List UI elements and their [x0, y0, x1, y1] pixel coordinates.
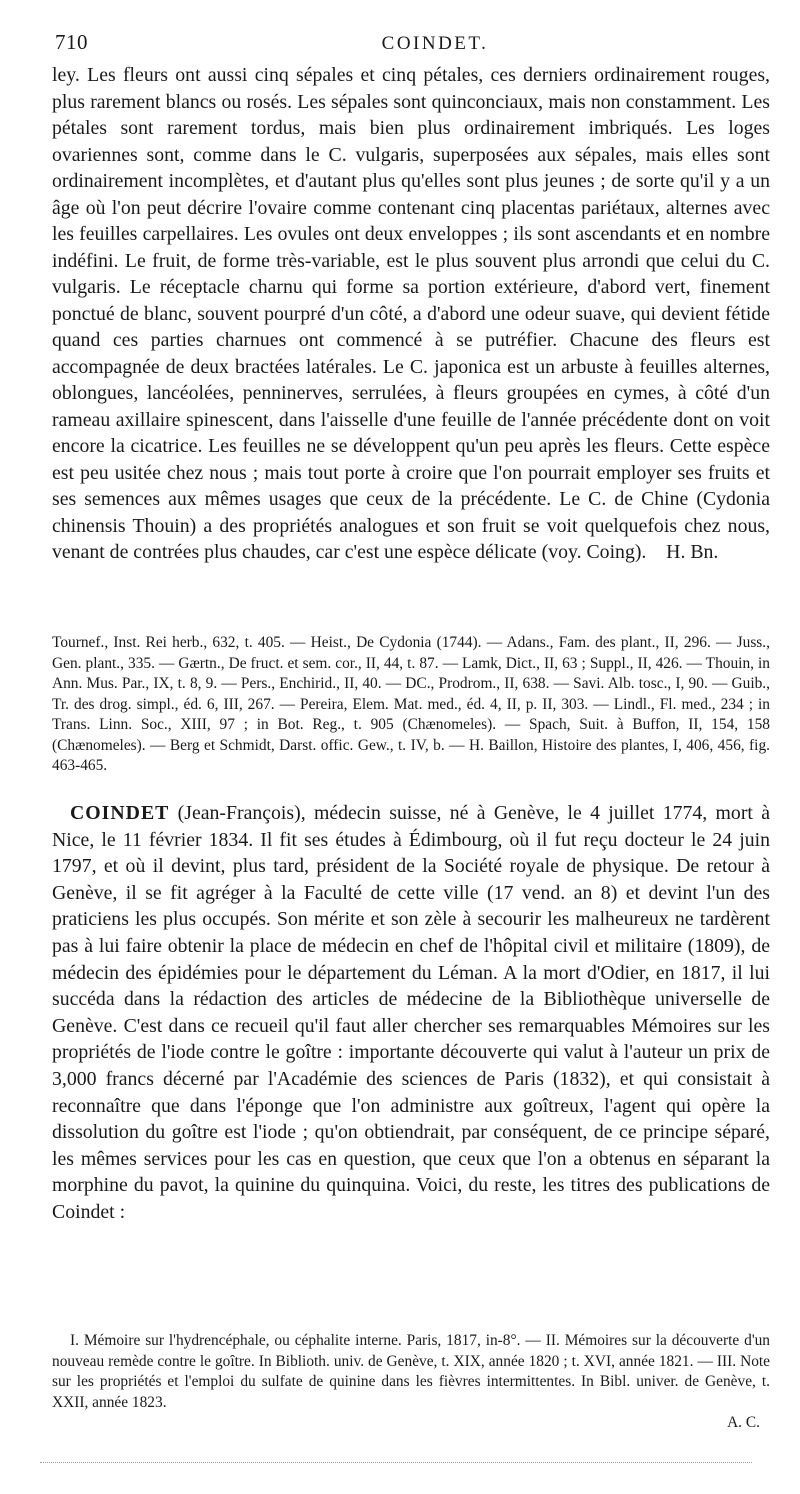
- coindet-works-list: I. Mémoire sur l'hydrencéphale, ou céphalite interne. Paris, 1817, in-8°. — II. Mémoires sur la découverte d'un nouveau remède contre le goître. In Biblioth. univ. de Genève, t. XIX, année 1820 ; t. XVI, année 1821. — III. Note sur les propriétés et l'emploi du sulfate de quinine dans les fièvres intermittentes. In Bibl. univer. de Genève, t. XXII, année 1823.: [52, 1332, 770, 1411]
- coindet-biography: (Jean-François), médecin suisse, né à Genève, le 4 juillet 1774, mort à Nice, le 11 février 1834. Il fit ses études à Édimbourg, où il fut reçu docteur le 24 juin 1797, et où il devint, plus tard, président de la Société royale de physique. De retour à Genève, il se fit agréger à la Faculté de cette ville (17 vend. an 8) et devint l'un des praticiens les plus occupés. Son mérite et son zèle à secourir les malheureux ne tardèrent pas à lui faire obtenir la place de médecin en chef de l'hôpital civil et militaire (1809), de médecin des épidémies pour le département du Léman. A la mort d'Odier, en 1817, il lui succéda dans la rédaction des articles de médecine de la Bibliothèque universelle de Genève. C'est dans ce recueil qu'il faut aller chercher ses remarquables Mémoires sur les propriétés de l'iode contre le goître : importante découverte qui valut à l'auteur un prix de 3,000 francs décerné par l'Académie des sciences de Paris (1832), et qui consistait à reconnaître que dans l'éponge que l'on administre aux goîtreux, l'agent qui opère la dissolution du goître est l'iode ; qu'on obtiendrait, par conséquent, de ce principe séparé, les mêmes services pour les cas en question, que ceux que l'on a obtenus en séparant la morphine du pavot, la quinine du quinquina. Voici, du reste, les titres des publications de Coindet :: [52, 802, 770, 1223]
- coing-bibliography: [52, 633, 770, 777]
- coindet-signature: A. C.: [727, 1414, 760, 1431]
- coing-entry-signature: H. Bn.: [666, 541, 719, 563]
- bottom-rule: [40, 1462, 752, 1463]
- coindet-works: [52, 1331, 770, 1434]
- coing-entry-text: [52, 62, 770, 566]
- page-number: 710: [55, 30, 88, 54]
- coing-bibliography-text: Tournef., Inst. Rei herb., 632, t. 405. — Heist., De Cydonia (1744). — Adans., Fam. des plant., II, 296. — Juss., Gen. plant., 335. — Gærtn., De fruct. et sem. cor., II, 44, t. 87. — Lamk, Dict., II, 63 ; Suppl., II, 426. — Thouin, in Ann. Mus. Par., IX, t. 8, 9. — Pers., Enchirid., II, 40. — DC., Prodrom., II, 638. — Savi. Alb. tosc., I, 90. — Guib., Tr. des drog. simpl., éd. 6, III, 267. — Pereira, Elem. Mat. med., éd. 4, II, p. II, 303. — Lindl., Fl. med., 234 ; in Trans. Linn. Soc., XIII, 97 ; in Bot. Reg., t. 905 (Chænomeles). — Spach, Suit. à Buffon, II, 154, 158 (Chænomeles). — Berg et Schmidt, Darst. offic. Gew., t. IV, b. — H. Baillon, Histoire des plantes, I, 406, 456, fig. 463-465.: [52, 634, 770, 774]
- coing-entry-body: [52, 62, 770, 566]
- coindet-entry: [52, 800, 770, 1226]
- coindet-headword: COINDET: [70, 802, 170, 824]
- coindet-entry-text: [52, 800, 770, 1226]
- running-head: COINDET.: [381, 33, 489, 54]
- coing-entry-paragraph: ley. Les fleurs ont aussi cinq sépales et cinq pétales, ces derniers ordinairement rouges, plus rarement blancs ou rosés. Les sépales sont quinconciaux, mais non constamment. Les pétales sont rarement tordus, mais bien plus ordinairement imbriqués. Les loges ovariennes sont, comme dans le C. vulgaris, superposées aux sépales, mais elles sont ordinairement incomplètes, et d'autant plus qu'elles sont plus jeunes ; de sorte qu'il y a un âge où l'on peut décrire l'ovaire comme contenant cinq placentas pariétaux, alternes avec les feuilles carpellaires. Les ovules ont deux enveloppes ; ils sont ascendants et en nombre indéfini. Le fruit, de forme très-variable, est le plus souvent plus arrondi que celui du C. vulgaris. Le réceptacle charnu qui forme sa portion extérieure, d'abord vert, finement ponctué de blanc, souvent pourpré d'un côté, a d'abord une odeur suave, qui devient fétide quand ces parties charnues ont commencé à se putréfier. Chacune des fleurs est accompagnée de deux bractées latérales. Le C. japonica est un arbuste à feuilles alternes, oblongues, lancéolées, penninerves, serrulées, à fleurs groupées en cymes, à côté d'un rameau axillaire spinescent, dans l'aisselle d'une feuille de l'année précédente dont on voit encore la cicatrice. Les feuilles ne se développent qu'un peu après les fleurs. Cette espèce est peu usitée chez nous ; mais tout porte à croire que l'on pourrait employer ses fruits et ses semences aux mêmes usages que ceux de la précédente. Le C. de Chine (Cydonia chinensis Thouin) a des propriétés analogues et son fruit se voit quelquefois chez nous, venant de contrées plus chaudes, car c'est une espèce délicate (voy. Coing).: [52, 64, 770, 563]
